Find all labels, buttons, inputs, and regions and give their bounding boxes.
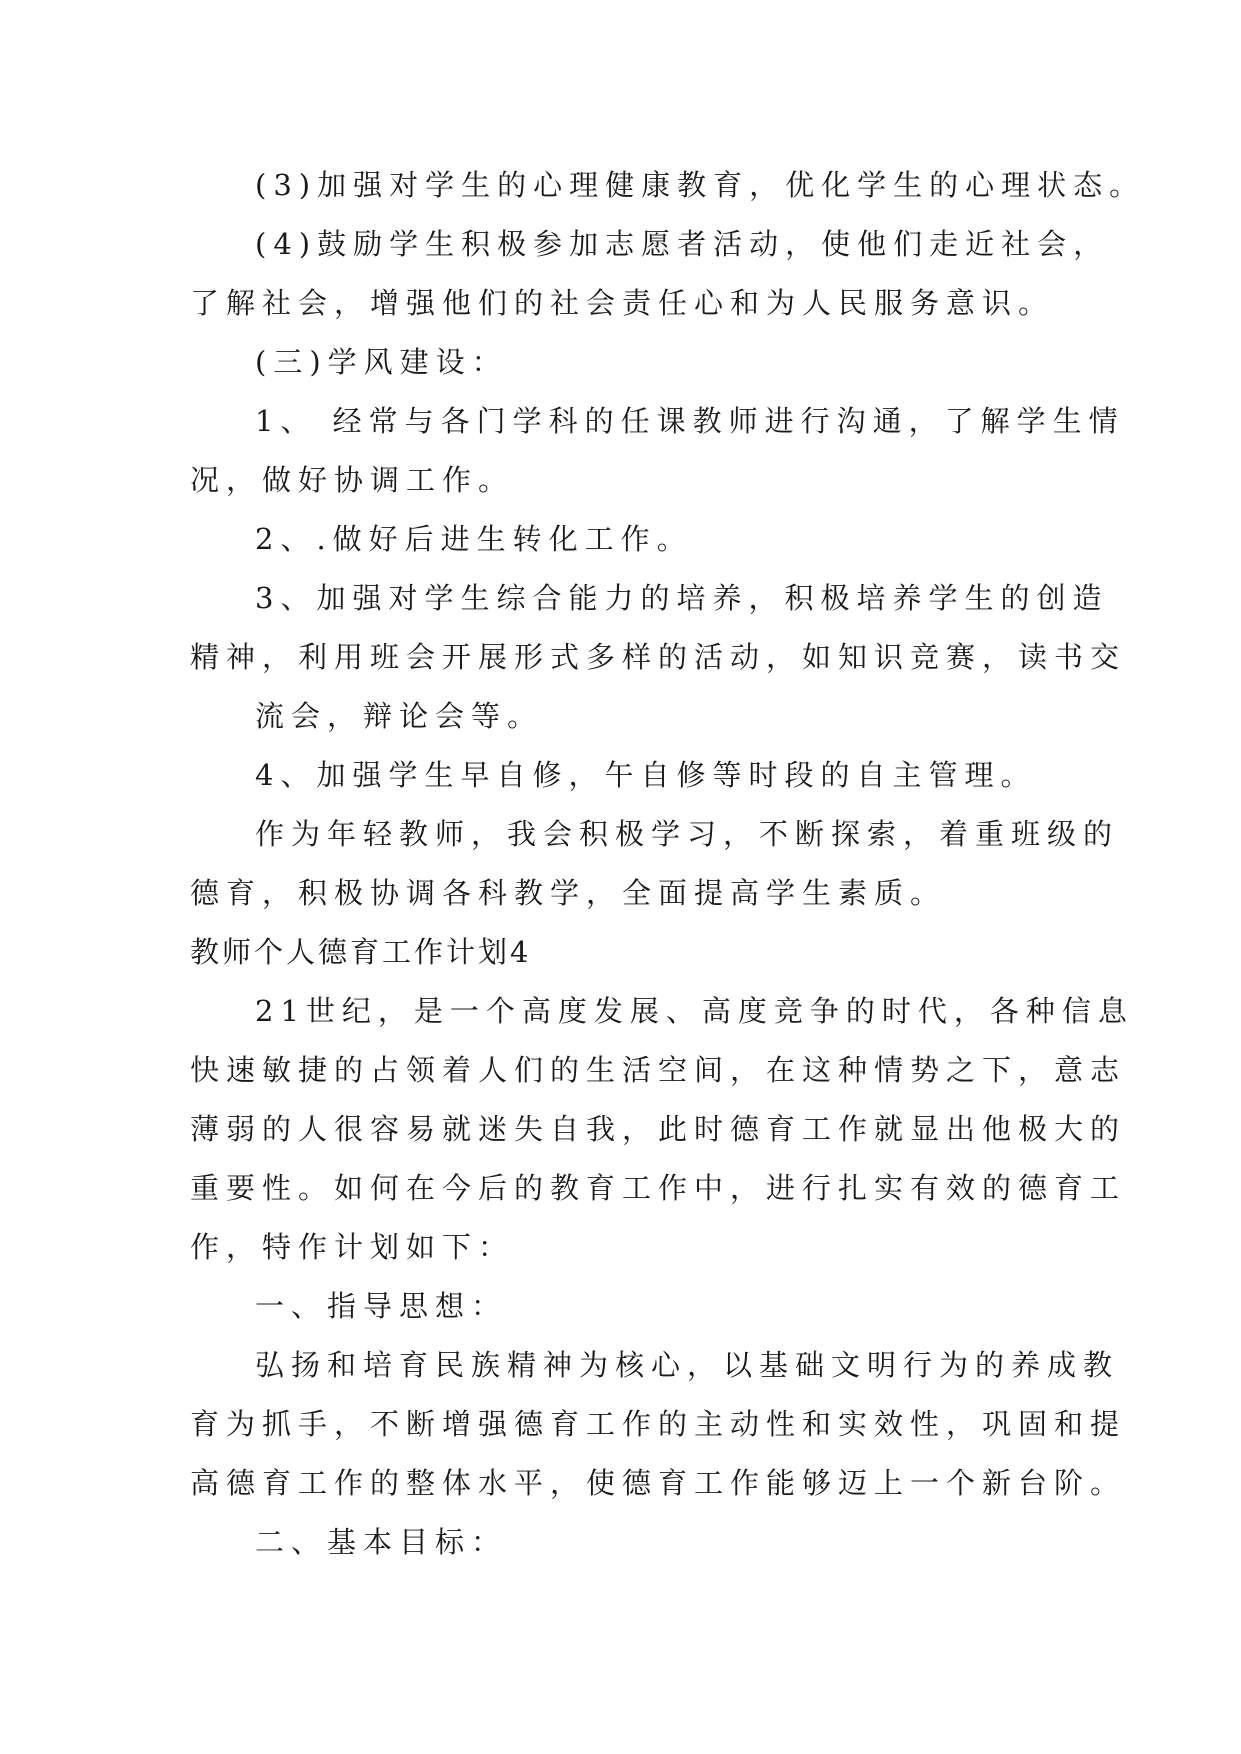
paragraph-line: 流会，辩论会等。 (255, 699, 544, 733)
paragraph-line: 4、加强学生早自修，午自修等时段的自主管理。 (255, 758, 1037, 792)
paragraph-line: 3、加强对学生综合能力的培养，积极培养学生的创造 (255, 581, 1109, 615)
paragraph-line: (4)鼓励学生积极参加志愿者活动，使他们走近社会， (255, 227, 1110, 261)
paragraph-line: 高德育工作的整体水平，使德育工作能够迈上一个新台阶。 (190, 1466, 1127, 1500)
paragraph-line: 弘扬和培育民族精神为核心，以基础文明行为的养成教 (255, 1348, 1120, 1382)
paragraph-line: (3)加强对学生的心理健康教育，优化学生的心理状态。 (255, 168, 1146, 202)
section-heading: 一、指导思想： (255, 1289, 508, 1323)
paragraph-line: 况，做好协调工作。 (190, 463, 515, 497)
section-heading: (三)学风建设： (255, 345, 508, 379)
paragraph-line: 了解社会，增强他们的社会责任心和为人民服务意识。 (190, 286, 1055, 320)
paragraph-line: 薄弱的人很容易就迷失自我，此时德育工作就显出他极大的 (190, 1112, 1127, 1146)
paragraph-line: 德育，积极协调各科教学，全面提高学生素质。 (190, 876, 947, 910)
paragraph-line: 21世纪，是一个高度发展、高度竞争的时代，各种信息 (255, 994, 1134, 1028)
paragraph-line: 重要性。如何在今后的教育工作中，进行扎实有效的德育工 (190, 1171, 1127, 1205)
paragraph-line: 作为年轻教师，我会积极学习，不断探索，着重班级的 (255, 817, 1120, 851)
paragraph-line: 1、 经常与各门学科的任课教师进行沟通，了解学生情 (255, 404, 1125, 438)
paragraph-line: 育为抓手，不断增强德育工作的主动性和实效性，巩固和提 (190, 1407, 1127, 1441)
paragraph-line: 2、.做好后进生转化工作。 (255, 522, 693, 556)
section-heading: 二、基本目标： (255, 1525, 508, 1559)
paragraph-line: 精神，利用班会开展形式多样的活动，如知识竞赛，读书交 (190, 640, 1127, 674)
document-title: 教师个人德育工作计划4 (190, 935, 532, 969)
paragraph-line: 快速敏捷的占领着人们的生活空间，在这种情势之下，意志 (190, 1053, 1127, 1087)
paragraph-line: 作，特作计划如下： (190, 1230, 515, 1264)
